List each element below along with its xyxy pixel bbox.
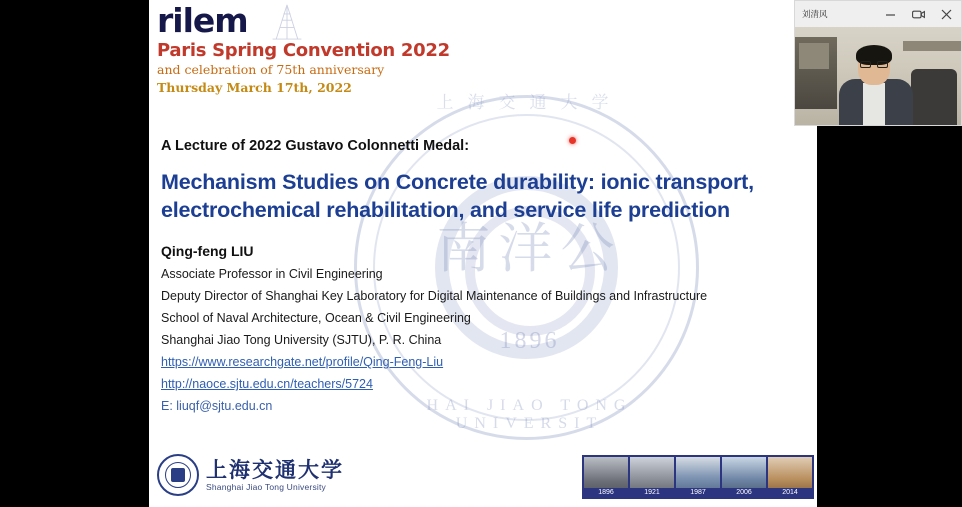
seal-year-text: 1896 bbox=[499, 328, 560, 354]
slide-main-title: Mechanism Studies on Concrete durability: ionic transport, electrochemical rehabilitation, and service life prediction bbox=[161, 170, 754, 222]
presenter-glasses bbox=[860, 61, 888, 69]
sjtu-logo bbox=[157, 453, 344, 497]
photo-year-label: 1896 bbox=[584, 488, 628, 497]
laser-pointer-dot bbox=[569, 137, 576, 144]
minimize-icon[interactable] bbox=[877, 3, 903, 25]
affiliation-line-3: School of Naval Architecture, Ocean & Civil Engineering bbox=[161, 311, 471, 325]
lecture-label: A Lecture of 2022 Gustavo Colonnetti Medal: bbox=[161, 138, 470, 154]
presenter-shirt bbox=[863, 83, 885, 125]
seal-arc-top-text: 上海交通大学 bbox=[436, 93, 623, 112]
webcam-window-controls[interactable] bbox=[877, 1, 959, 27]
photo-year-label: 1987 bbox=[676, 488, 720, 497]
campus-photo-strip bbox=[582, 455, 814, 499]
photo-cell bbox=[722, 457, 766, 497]
room-shelf bbox=[903, 41, 961, 51]
close-icon[interactable] bbox=[933, 3, 959, 25]
university-name-cn: 上海交通大学 bbox=[206, 457, 344, 482]
participant-name-label: 刘清风 bbox=[802, 9, 828, 19]
office-chair bbox=[911, 69, 957, 125]
convention-title: Paris Spring Convention 2022 bbox=[157, 40, 450, 61]
seal-arc-bottom-text: HAI JIAO TONG UNIVERSIT bbox=[426, 397, 633, 432]
camera-icon[interactable] bbox=[905, 3, 931, 25]
researchgate-link[interactable]: https://www.researchgate.net/profile/Qing-Feng-Liu bbox=[161, 355, 444, 369]
photo-year-label: 2006 bbox=[722, 488, 766, 497]
presentation-slide[interactable] bbox=[149, 0, 817, 507]
rilem-header bbox=[157, 1, 457, 109]
photo-cell bbox=[676, 457, 720, 497]
sjtu-seal-inner-mark bbox=[171, 468, 185, 482]
webcam-titlebar[interactable] bbox=[795, 1, 961, 27]
photo-year-label: 2014 bbox=[768, 488, 812, 497]
photo-year-label: 1921 bbox=[630, 488, 674, 497]
faculty-page-link[interactable]: http://naoce.sjtu.edu.cn/teachers/5724 bbox=[161, 377, 373, 391]
affiliation-line-1: Associate Professor in Civil Engineering bbox=[161, 267, 383, 281]
photo-cell bbox=[584, 457, 628, 497]
email-line[interactable]: E: liuqf@sjtu.edu.cn bbox=[161, 399, 273, 413]
convention-subtitle: and celebration of 75th anniversary bbox=[157, 62, 385, 77]
seal-gear-icon bbox=[465, 206, 595, 336]
university-name-en: Shanghai Jiao Tong University bbox=[206, 481, 326, 492]
sjtu-seal-icon bbox=[157, 454, 199, 496]
affiliation-line-4: Shanghai Jiao Tong University (SJTU), P. R. China bbox=[161, 333, 442, 347]
seal-center-characters: 南洋公 bbox=[436, 219, 623, 279]
eiffel-tower-icon bbox=[257, 4, 317, 40]
rilem-logo-text: rilem bbox=[157, 1, 248, 40]
webcam-panel[interactable] bbox=[794, 0, 962, 126]
author-name: Qing-feng LIU bbox=[161, 243, 254, 259]
webcam-video-feed[interactable] bbox=[795, 27, 961, 125]
affiliation-line-2: Deputy Director of Shanghai Key Laboratory for Digital Maintenance of Buildings and Infrastructure bbox=[161, 289, 708, 303]
letterbox-left bbox=[0, 0, 149, 507]
photo-cell bbox=[768, 457, 812, 497]
photo-cell bbox=[630, 457, 674, 497]
convention-date: Thursday March 17th, 2022 bbox=[157, 80, 352, 95]
room-cabinet bbox=[795, 37, 837, 109]
